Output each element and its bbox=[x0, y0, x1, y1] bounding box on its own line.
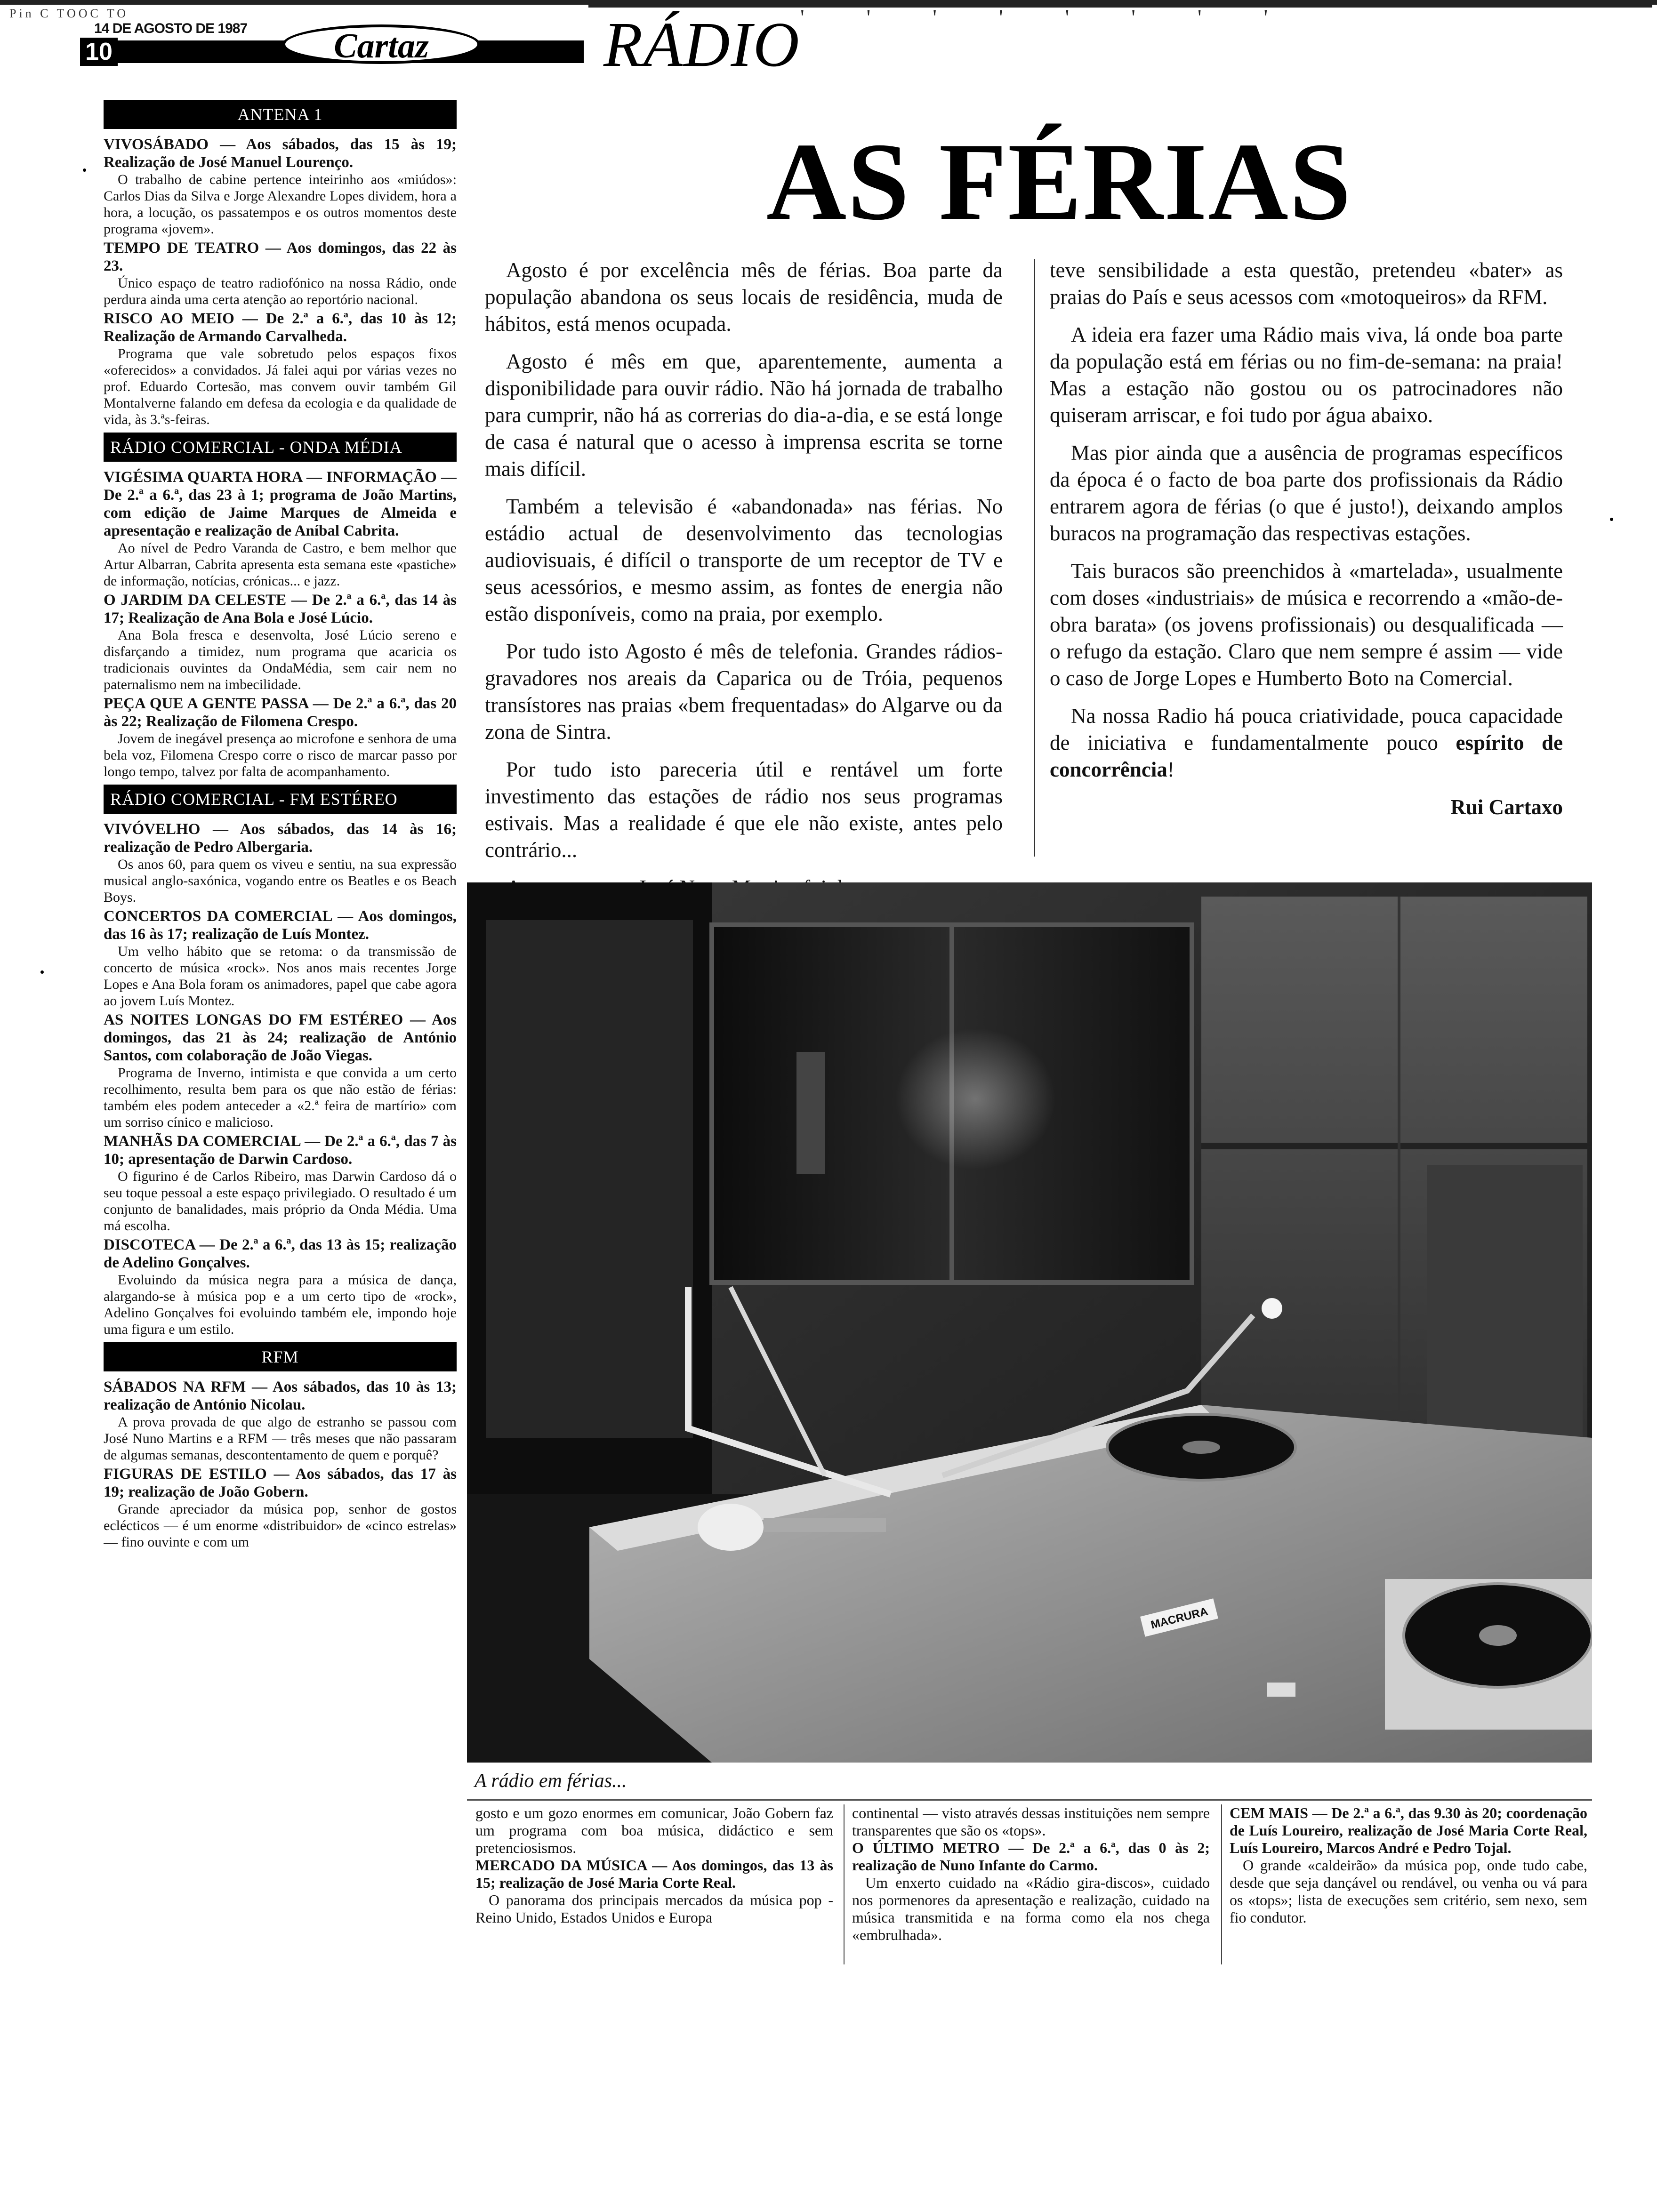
program-title: DISCOTECA — De 2.ª a 6.ª, das 13 às 15; realização de Adelino Gonçalves. bbox=[104, 1236, 457, 1271]
program-description: Único espaço de teatro radiofónico na nossa Rádio, onde perdura ainda uma certa atenção ao reportório nacional. bbox=[104, 275, 457, 307]
bottom-column-rule-1 bbox=[844, 1804, 845, 1964]
scan-noise-text: Pin C TOOC TO bbox=[9, 7, 129, 20]
program-listings-column bbox=[104, 100, 457, 1883]
program-title: RISCO AO MEIO — De 2.ª a 6.ª, das 10 às 12; Realização de Armando Carvalheda. bbox=[104, 310, 457, 345]
article-paragraph: Agosto é mês em que, aparentemente, aumenta a disponibilidade para ouvir rádio. Não há jornada de trabalho para cumprir, não há as correrias do dia-a-dia, e se está longe de casa é natural que o acesso à imprensa escrita se torne mais difícil. bbox=[485, 350, 1003, 481]
article-column-1 bbox=[485, 257, 1003, 912]
left-wall-panel bbox=[486, 920, 693, 1438]
section-title: RÁDIO bbox=[603, 9, 800, 80]
program-description: Ao nível de Pedro Varanda de Castro, e bem melhor que Artur Albarran, Cabrita apresenta esta semana este «pastiche» de informação, notícias, crónicas... e jazz. bbox=[104, 540, 457, 589]
bottom-column-rule-2 bbox=[1221, 1804, 1222, 1964]
program-title: VIVÓVELHO — Aos sábados, das 14 às 16; realização de Pedro Albergaria. bbox=[104, 821, 457, 856]
program-title: SÁBADOS NA RFM — Aos sábados, das 10 às 13; realização de António Nicolau. bbox=[104, 1378, 457, 1413]
side-panel bbox=[1427, 1165, 1583, 1457]
program-title: VIVOSÁBADO — Aos sábados, das 15 às 19; Realização de José Manuel Lourenço. bbox=[104, 136, 457, 171]
cartaz-logo bbox=[278, 22, 485, 66]
program-description: A prova provada de que algo de estranho se passou com José Nuno Martins e a RFM — três meses que não passaram de algumas semanas, descontentamento de quem e porquê? bbox=[104, 1414, 457, 1463]
cable-clip bbox=[1267, 1683, 1295, 1697]
program-title: AS NOITES LONGAS DO FM ESTÉREO — Aos domingos, das 21 às 24; realização de António Santos, com colaboração de João Viegas. bbox=[104, 1011, 457, 1064]
article-paragraph-text: Na nossa Radio há pouca criatividade, pouca capacidade de iniciativa e fundamentalmente pouco bbox=[1050, 704, 1563, 754]
top-rule bbox=[0, 0, 1657, 5]
program-description: O figurino é de Carlos Ribeiro, mas Darwin Cardoso dá o seu toque pessoal a este espaço privilegiado. O resultado é um conjunto de banalidades, mais próprio da Onda Média. Uma má escolha. bbox=[104, 1169, 457, 1234]
article-paragraph bbox=[1050, 321, 1563, 429]
program-title: MANHÃS DA COMERCIAL — De 2.ª a 6.ª, das 7 às 10; apresentação de Darwin Cardoso. bbox=[104, 1133, 457, 1168]
article-paragraph: Agosto é por excelência mês de férias. Boa parte da população abandona os seus locais de residência, muda de hábitos, está menos ocupada. bbox=[485, 258, 1003, 336]
bottom-column-1 bbox=[475, 1804, 833, 1969]
program-title: TEMPO DE TEATRO — Aos domingos, das 22 às 23. bbox=[104, 240, 457, 274]
article-emphasis: espírito de concorrência bbox=[1050, 731, 1563, 781]
headline: AS FÉRIAS bbox=[766, 120, 1352, 243]
article-paragraph bbox=[1050, 703, 1563, 783]
article-column-2 bbox=[1050, 257, 1563, 821]
article-paragraph-text: Tais buracos são preenchidos à «martelada», usualmente com doses «industriais» de música e recorrendo a «mão-de-obra barata» (os jovens profissionais) ou desqualificada — o refugo da estação. Claro que nem sempre é assim — vide o caso de Jorge Lopes e Humberto Boto na Comercial. bbox=[1050, 559, 1563, 690]
program-title: MERCADO DA MÚSICA — Aos domingos, das 13 às 15; realização de José Maria Corte Real. bbox=[475, 1857, 833, 1891]
studio-photo bbox=[467, 882, 1592, 1763]
author-signature: Rui Cartaxo bbox=[1450, 795, 1563, 819]
scan-speck bbox=[40, 970, 44, 974]
article-paragraph-text: Mas pior ainda que a ausência de programas específicos da época é o facto de boa parte dos profissionais da Rádio entrarem agora de férias (o que é justo!), deixando amplos buracos na programação das respectivas estações. bbox=[1050, 441, 1563, 545]
studio-photo-illustration bbox=[467, 882, 1592, 1763]
program-title: VIGÉSIMA QUARTA HORA — INFORMAÇÃO — De 2.ª a 6.ª, das 23 à 1; programa de João Martins, com edição de Jaime Marques de Almeida e apresentação e realização de Aníbal Cabrita. bbox=[104, 469, 457, 539]
cartaz-logo-text: Cartaz bbox=[334, 27, 429, 65]
article-emphasis-tail: ! bbox=[1167, 758, 1174, 781]
program-title: CEM MAIS — De 2.ª a 6.ª, das 9.30 às 20; coordenação de Luís Loureiro, realização de José Maria Corte Real, Luís Loureiro, Marcos André e Pedro Tojal. bbox=[1230, 1804, 1587, 1856]
program-description: continental — visto através dessas instituições nem sempre transparentes que são os «tops». bbox=[852, 1804, 1210, 1839]
microphone-head bbox=[698, 1504, 764, 1551]
program-description: Ana Bola fresca e desenvolta, José Lúcio sereno e disfarçando a timidez, num programa que acaricia os tradicionais ouvintes da OndaMédia, sem cair nem no paternalismo nem na imbecilidade. bbox=[104, 627, 457, 692]
photo-rule bbox=[467, 1799, 1592, 1801]
program-title: FIGURAS DE ESTILO — Aos sábados, das 17 às 19; realização de João Gobern. bbox=[104, 1466, 457, 1500]
window-reflection bbox=[895, 1028, 1055, 1170]
program-title: CONCERTOS DA COMERCIAL — Aos domingos, das 16 às 17; realização de Luís Montez. bbox=[104, 908, 457, 943]
program-title: PEÇA QUE A GENTE PASSA — De 2.ª a 6.ª, das 20 às 22; Realização de Filomena Crespo. bbox=[104, 695, 457, 730]
issue-date: 14 DE AGOSTO DE 1987 bbox=[94, 21, 248, 36]
program-description: Evoluindo da música negra para a música de dança, alargando-se à música pop e a um certo tipo de «rock», Adelino Gonçalves foi evoluindo também ele, impondo hoje uma figura e um estilo. bbox=[104, 1272, 457, 1337]
window-figure bbox=[796, 1052, 825, 1174]
scan-marks: ' ' ' ' ' ' ' ' bbox=[800, 5, 1296, 30]
section-heading: ANTENA 1 bbox=[104, 100, 457, 129]
bottom-column-3 bbox=[1230, 1804, 1587, 1969]
section-heading: RFM bbox=[104, 1342, 457, 1371]
section-heading: RÁDIO COMERCIAL - ONDA MÉDIA bbox=[104, 433, 457, 462]
page-number: 10 bbox=[80, 38, 118, 66]
bottom-column-2 bbox=[852, 1804, 1210, 1969]
scan-speck bbox=[1610, 518, 1613, 521]
program-description: Programa que vale sobretudo pelos espaços fixos «oferecidos» a convidados. Já falei aqui por várias vezes no prof. Eduardo Cortesão, mas convem ouvir também Gil Montalverne falando em defesa da ecologia e da qualidade de vida, às 3.ªs-feiras. bbox=[104, 346, 457, 427]
article-paragraph bbox=[1050, 440, 1563, 547]
equipment-label-text: MACRURA bbox=[1149, 1605, 1209, 1632]
program-description: O trabalho de cabine pertence inteirinho aos «miúdos»: Carlos Dias da Silva e Jorge Alexandre Lopes dividem, hora a hora, a locução, os passatempos e os outros momentos deste programa «jovem». bbox=[104, 172, 457, 237]
microphone-body bbox=[764, 1518, 886, 1532]
program-description: Um velho hábito que se retoma: o da transmissão de concerto de música «rock». Nos anos mais recentes Jorge Lopes e Ana Bola foram os animadores, papel que cabe agora ao jovem Luís Montez. bbox=[104, 944, 457, 1009]
photo-caption: A rádio em férias... bbox=[475, 1770, 627, 1792]
article-paragraph bbox=[1050, 558, 1563, 692]
program-title: O ÚLTIMO METRO — De 2.ª a 6.ª, das 0 às 2; realização de Nuno Infante do Carmo. bbox=[852, 1839, 1210, 1874]
program-description: Programa de Inverno, intimista e que convida a um certo recolhimento, resulta bem para os que não estão de férias: também eles podem anteceder a «2.ª feira de martírio» com um sorriso cínico e malicioso. bbox=[104, 1065, 457, 1130]
article-paragraph bbox=[1050, 257, 1563, 311]
program-description: Um enxerto cuidado na «Rádio gira-discos», cuidado nos pormenores da apresentação e realização, cuidado na música transmitida e na forma como ela nos chega «embrulhada». bbox=[852, 1874, 1210, 1943]
column-rule bbox=[1034, 259, 1035, 857]
program-description: O grande «caldeirão» da música pop, onde tudo cabe, desde que seja dançável ou rendável, ou venha ou vá para os «tops»; lista de execuções sem critério, sem nexo, sem fio condutor. bbox=[1230, 1857, 1587, 1926]
section-heading: RÁDIO COMERCIAL - FM ESTÉREO bbox=[104, 785, 457, 814]
program-description: Grande apreciador da música pop, senhor de gostos eclécticos — é um enorme «distribuidor» de «cinco estrelas» — fino ouvinte e com um bbox=[104, 1501, 457, 1550]
program-description: O panorama dos principais mercados da música pop - Reino Unido, Estados Unidos e Europa bbox=[475, 1891, 833, 1926]
program-description: gosto e um gozo enormes em comunicar, João Gobern faz um programa com boa música, didáctico e sem pretenciosismos. bbox=[475, 1804, 833, 1856]
turntable-left-label bbox=[1182, 1441, 1220, 1454]
lamp-bulb bbox=[1262, 1298, 1282, 1319]
program-description: Jovem de inegável presença ao microfone e senhora de uma bela voz, Filomena Crespo corre o risco de marcar passo por longo tempo, talvez por falta de acompanhamento. bbox=[104, 731, 457, 779]
article-paragraph: Por tudo isto Agosto é mês de telefonia. Grandes rádios-gravadores nos areais da Caparica ou de Tróia, pequenos transístores nas praias «bem frequentadas» do Algarve ou da zona de Sintra. bbox=[485, 640, 1003, 744]
program-description: Os anos 60, para quem os viveu e sentiu, na sua expressão musical anglo-saxónica, vogando entre os Beatles e os Beach Boys. bbox=[104, 857, 457, 905]
article-paragraph-text: teve sensibilidade a esta questão, pretendeu «bater» as praias do País e seus acessos com «motoqueiros» da RFM. bbox=[1050, 258, 1563, 309]
scan-speck bbox=[83, 168, 86, 172]
article-paragraph: Por tudo isto pareceria útil e rentável um forte investimento das estações de rádio nos seus programas estivais. Mas a realidade é que ele não existe, antes pelo contrário... bbox=[485, 758, 1003, 862]
turntable-right-label bbox=[1479, 1625, 1517, 1646]
article-paragraph: Também a televisão é «abandonada» nas férias. No estádio actual de desenvolvimento das tecnologias audiovisuais, é difícil o transporte de um receptor de TV e seus acessórios, e mesmo assim, as fontes de energia não estão disponíveis, como na praia, por exemplo. bbox=[485, 495, 1003, 625]
program-title: O JARDIM DA CELESTE — De 2.ª a 6.ª, das 14 às 17; Realização de Ana Bola e José Lúcio. bbox=[104, 592, 457, 626]
article-paragraph-text: A ideia era fazer uma Rádio mais viva, lá onde boa parte da população está em férias ou no fim-de-semana: na praia! Mas a estação não gostou ou os patrocinadores não quiseram arriscar, e foi tudo por água abaixo. bbox=[1050, 323, 1563, 427]
